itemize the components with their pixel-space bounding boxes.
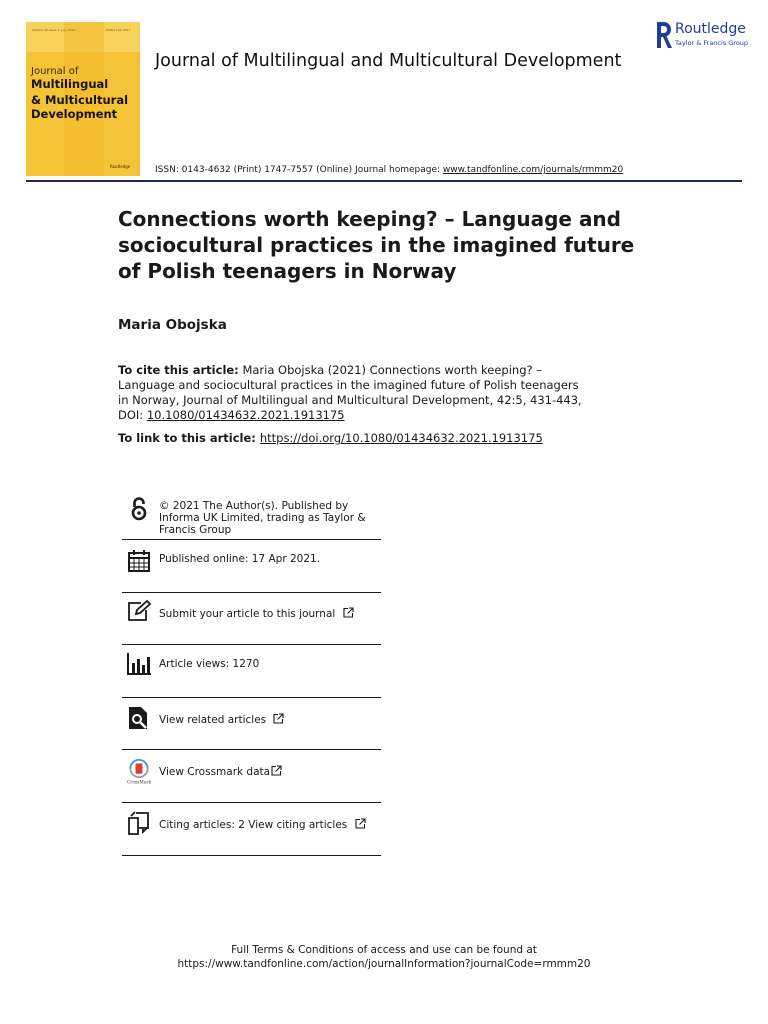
cover-title-line3: & Multicultural [31, 93, 129, 107]
search-document-icon [126, 705, 152, 731]
related-articles-link[interactable]: View related articles [159, 714, 267, 726]
article-views-text: Article views: 1270 [159, 658, 260, 670]
doi-link[interactable]: 10.1080/01434632.2021.1913175 [146, 408, 345, 422]
citing-articles-item[interactable] [122, 803, 381, 856]
article-author: Maria Obojska [118, 317, 227, 333]
article-views-item [122, 645, 381, 698]
external-link-icon [343, 607, 354, 618]
citing-icon [126, 810, 152, 836]
citation-text: Maria Obojska (2021) Connections worth keeping? – Language and sociocultural practices in the imagined future of Polish teenagers in Norway, Journal of Multilingual and Multicultural Development, 42:5, 431-443, DOI: [118, 363, 582, 422]
footer-terms-link[interactable]: https://www.tandfonline.com/action/journalInformation?journalCode=rmmm20 [177, 958, 591, 970]
crossmark-icon [126, 759, 152, 785]
article-title: Connections worth keeping? – Language and sociocultural practices in the imagined future of Polish teenagers in Norway [118, 207, 635, 283]
footer-line1: Full Terms & Conditions of access and use can be found at [231, 944, 537, 956]
link-label: To link to this article: [118, 431, 260, 445]
publisher-logo[interactable] [655, 21, 747, 49]
crossmark-link[interactable]: View Crossmark data [159, 766, 271, 778]
open-access-icon [126, 496, 152, 522]
citation-label: To cite this article: [118, 363, 239, 377]
cover-title-line1: Journal of [31, 66, 79, 77]
published-date: Published online: 17 Apr 2021. [159, 553, 321, 565]
publisher-name: Routledge [675, 21, 746, 37]
journal-cover-thumbnail [26, 22, 140, 176]
routledge-r-icon [655, 21, 672, 49]
crossmark-item[interactable] [122, 750, 381, 803]
publisher-subtitle: Taylor & Francis Group [675, 39, 749, 47]
edit-icon [126, 599, 152, 625]
journal-homepage-link[interactable]: www.tandfonline.com/journals/rmmm20 [442, 165, 624, 175]
issn-line [155, 165, 623, 175]
header-divider [26, 180, 742, 182]
cover-publisher: Routledge [110, 164, 131, 169]
citing-articles-link[interactable]: Citing articles: 2 View citing articles [159, 819, 348, 831]
issn-text: ISSN: 0143-4632 (Print) 1747-7557 (Online) Journal homepage: [155, 165, 443, 175]
bar-chart-icon [126, 651, 152, 677]
cover-title-line4: Development [31, 107, 118, 121]
crossmark-label: CrossMark [126, 780, 152, 785]
copyright-text: © 2021 The Author(s). Published by Informa UK Limited, trading as Taylor & Francis Group [159, 500, 366, 536]
citation-block [118, 363, 588, 423]
external-link-icon [355, 818, 366, 829]
article-doi-url[interactable]: https://doi.org/10.1080/01434632.2021.1913175 [259, 431, 543, 445]
submit-article-item[interactable] [122, 593, 381, 645]
article-link-line [118, 431, 543, 445]
cover-issn: ISSN 1747-7557 [106, 28, 131, 32]
submit-article-link[interactable]: Submit your article to this journal [159, 608, 336, 620]
calendar-icon [126, 548, 152, 574]
cover-title-line2: Multilingual [31, 77, 109, 91]
cover-issue-line: Volume 42 Issue 5, July 2021 [32, 28, 76, 32]
external-link-icon [271, 765, 282, 776]
external-link-icon [273, 713, 284, 724]
open-access-item [122, 492, 381, 540]
footer-terms [0, 943, 768, 971]
journal-title: Journal of Multilingual and Multicultural Development [155, 51, 622, 71]
related-articles-item[interactable] [122, 698, 381, 750]
published-online-item [122, 540, 381, 593]
